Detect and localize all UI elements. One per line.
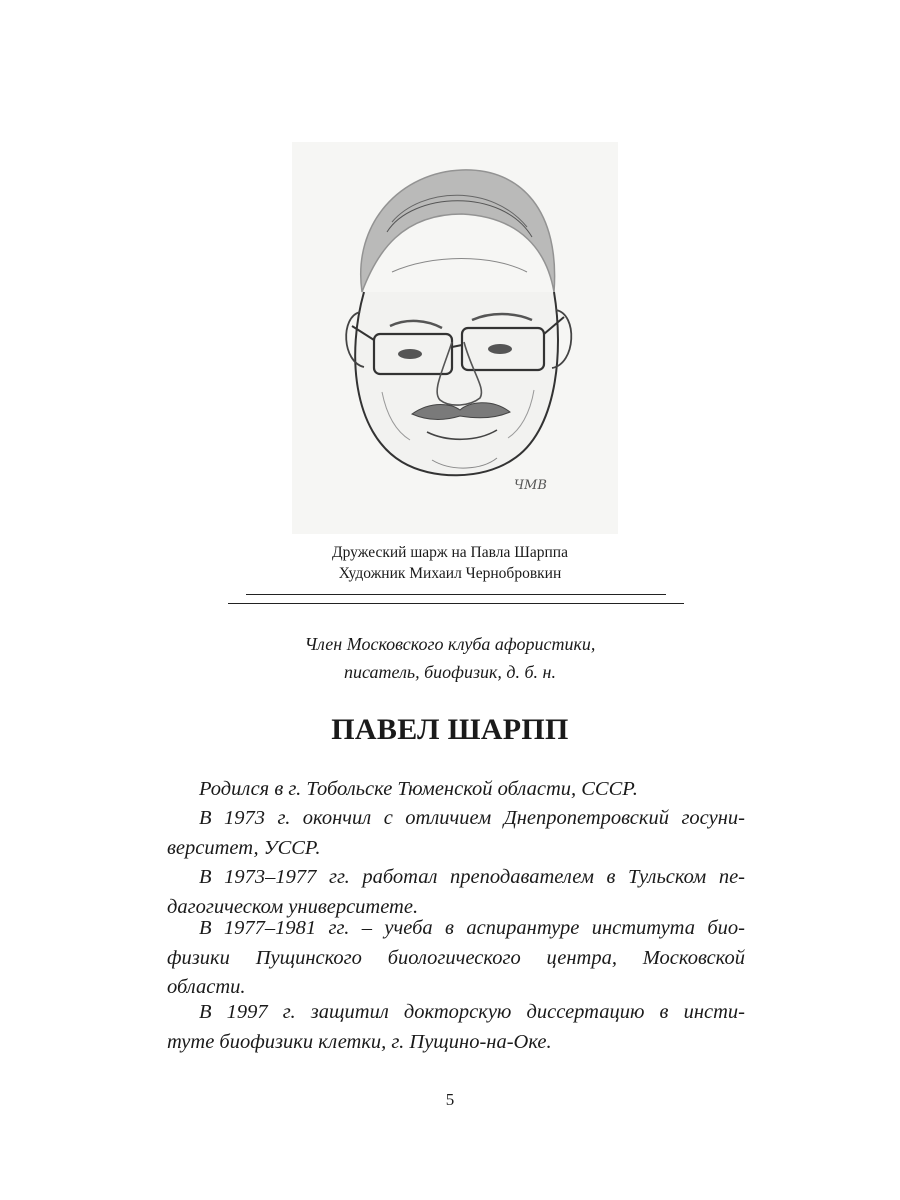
caption-line-2: Художник Михаил Чернобровкин [338,565,562,582]
bio-line: В 1973 г. окончил с отличием Днепропетровский госуни- [199,807,745,829]
artist-signature: ЧМВ [514,478,547,493]
caricature-portrait [292,142,618,534]
bio-line: дагогическом университете. [167,895,419,918]
bio-line: Родился в г. Тобольске Тюменской области, СССР. [199,778,638,800]
bio-paragraph-5 [167,998,745,1057]
caricature-drawing [292,142,618,534]
bio-line: верситет, УССР. [167,836,321,859]
bio-paragraph-1 [167,775,745,805]
bio-line: области. [167,976,246,998]
page-number: 5 [445,1090,455,1109]
divider-rule-top [246,594,666,595]
bio-line: физики Пущинского биологического центра, Московской [167,946,745,969]
bio-line: туте биофизики клетки, г. Пущино-на-Оке. [167,1030,552,1053]
bio-line: В 1977–1981 гг. – учеба в аспирантуре института био- [199,917,745,939]
bio-paragraph-2 [167,804,745,863]
bio-line: В 1973–1977 гг. работал преподавателем в Тульском пе- [199,866,745,888]
author-subtitle-line-1: Член Московского клуба афористики, [304,634,596,654]
author-name-heading: ПАВЕЛ ШАРПП [331,713,569,746]
author-subtitle-line-2: писатель, биофизик, д. б. н. [344,662,556,682]
bio-line: В 1997 г. защитил докторскую диссертацию в инсти- [199,1001,745,1023]
divider-rule-bottom [228,603,684,604]
caption-line-1: Дружеский шарж на Павла Шарппа [332,544,568,561]
bio-paragraph-4 [167,914,745,1003]
